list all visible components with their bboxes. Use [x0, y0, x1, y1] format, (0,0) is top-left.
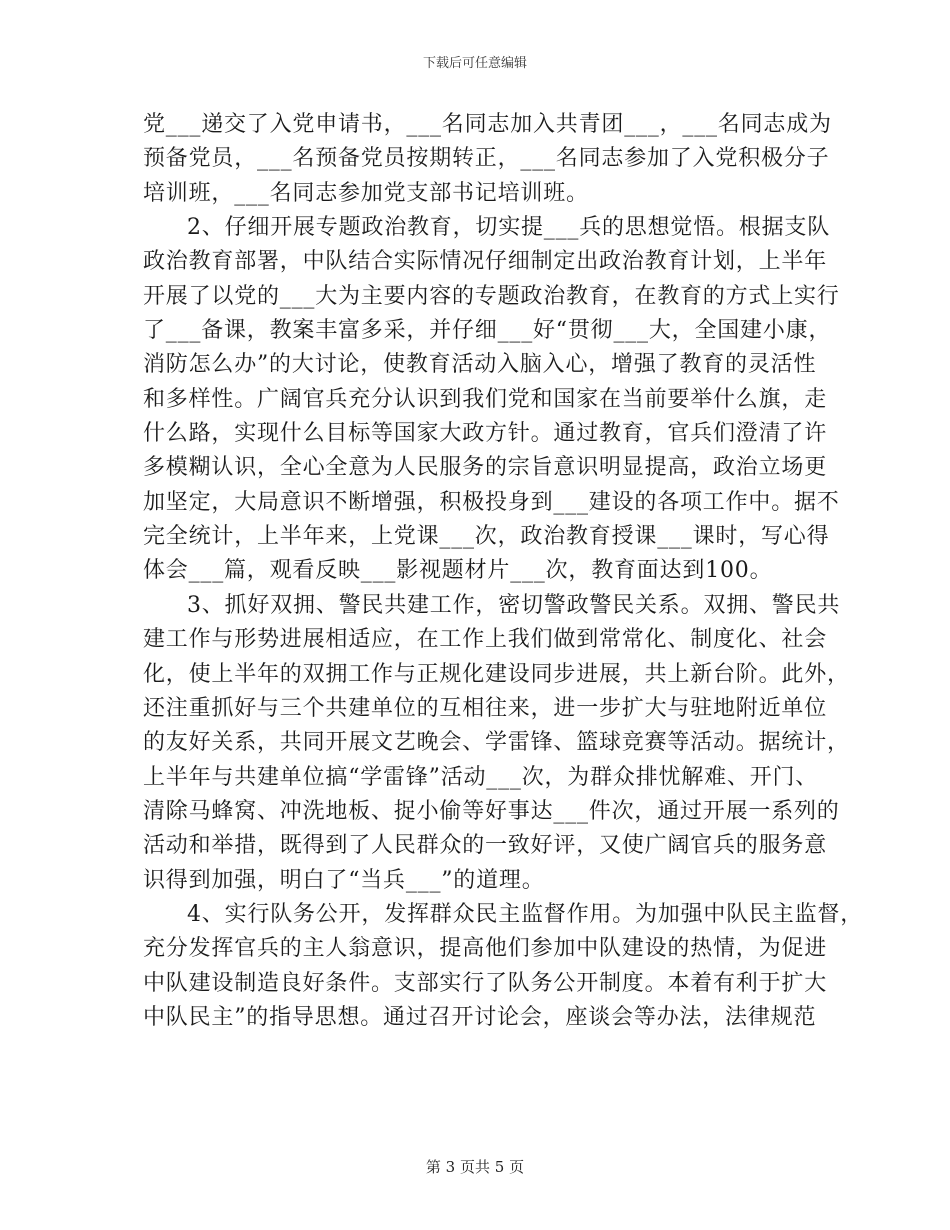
text-line: 预备党员，___名预备党员按期转正，___名同志参加了入党积极分子 — [143, 146, 830, 172]
text-line: 中队建设制造良好条件。支部实行了队务公开制度。本着有利于扩大 — [143, 970, 828, 996]
text-line: 培训班，___名同志参加党支部书记培训班。 — [143, 180, 589, 206]
text-line: 党___递交了入党申请书，___名同志加入共青团___，___名同志成为 — [143, 112, 832, 137]
text-line: 活动和举措，既得到了人民群众的一致好评，又使广阔官兵的服务意 — [143, 833, 828, 859]
text-line: 体会___篇，观看反映___影视题材片___次，教育面达到100。 — [143, 558, 773, 584]
text-line: 化，使上半年的双拥工作与正规化建设同步进展，共上新台阶。此外， — [143, 661, 850, 687]
text-line: 中队民主”的指导思想。通过召开讨论会，座谈会等办法，法律规范 — [143, 1004, 817, 1030]
text-line: 识得到加强，明白了“当兵___”的道理。 — [143, 867, 545, 893]
text-line: 多模糊认识，全心全意为人民服务的宗旨意识明显提高，政治立场更 — [143, 455, 828, 481]
text-line: 还注重抓好与三个共建单位的互相往来，进一步扩大与驻地附近单位 — [143, 695, 828, 721]
document-body — [143, 108, 863, 1035]
page-header: 下载后可任意编辑 — [422, 56, 527, 71]
paragraph-start-line: 4、实行队务公开，发挥群众民主监督作用。为加强中队民主监督， — [187, 901, 863, 927]
text-line: 上半年与共建单位搞“学雷锋”活动___次，为群众排忧解难、开门、 — [143, 764, 819, 790]
text-line: 充分发挥官兵的主人翁意识，提高他们参加中队建设的热情，为促进 — [143, 936, 828, 962]
paragraph-start-line: 3、抓好双拥、警民共建工作，密切警政警民关系。双拥、警民共 — [187, 592, 841, 618]
text-line: 清除马蜂窝、冲洗地板、捉小偷等好事达___件次，通过开展一系列的 — [143, 798, 840, 824]
text-line: 了___备课，教案丰富多采，并仔细___好“贯彻___大，全国建小康， — [143, 318, 832, 344]
text-line: 开展了以党的___大为主要内容的专题政治教育，在教育的方式上实行 — [143, 283, 840, 309]
text-line: 什么路，实现什么目标等国家大政方针。通过教育，官兵们澄清了许 — [143, 421, 828, 447]
page-footer: 第 3 页共 5 页 — [425, 1158, 525, 1176]
text-line: 完全统计，上半年来，上党课___次，政治教育授课___课时，写心得 — [143, 524, 830, 550]
text-line: 加坚定，大局意识不断增强，积极投身到___建设的各项工作中。据不 — [143, 489, 840, 515]
text-line: 建工作与形势进展相适应，在工作上我们做到常常化、制度化、社会 — [143, 627, 828, 653]
text-line: 和多样性。广阔官兵充分认识到我们党和国家在当前要举什么旗，走 — [143, 386, 828, 412]
text-line: 的友好关系，共同开展文艺晚会、学雷锋、篮球竞赛等活动。据统计， — [143, 730, 850, 756]
paragraph-start-line: 2、仔细开展专题政治教育，切实提___兵的思想觉悟。根据支队 — [187, 215, 830, 241]
text-line: 政治教育部署，中队结合实际情况仔细制定出政治教育计划，上半年 — [143, 249, 828, 275]
text-line: 消防怎么办”的大讨论，使教育活动入脑入心，增强了教育的灵活性 — [143, 352, 817, 378]
